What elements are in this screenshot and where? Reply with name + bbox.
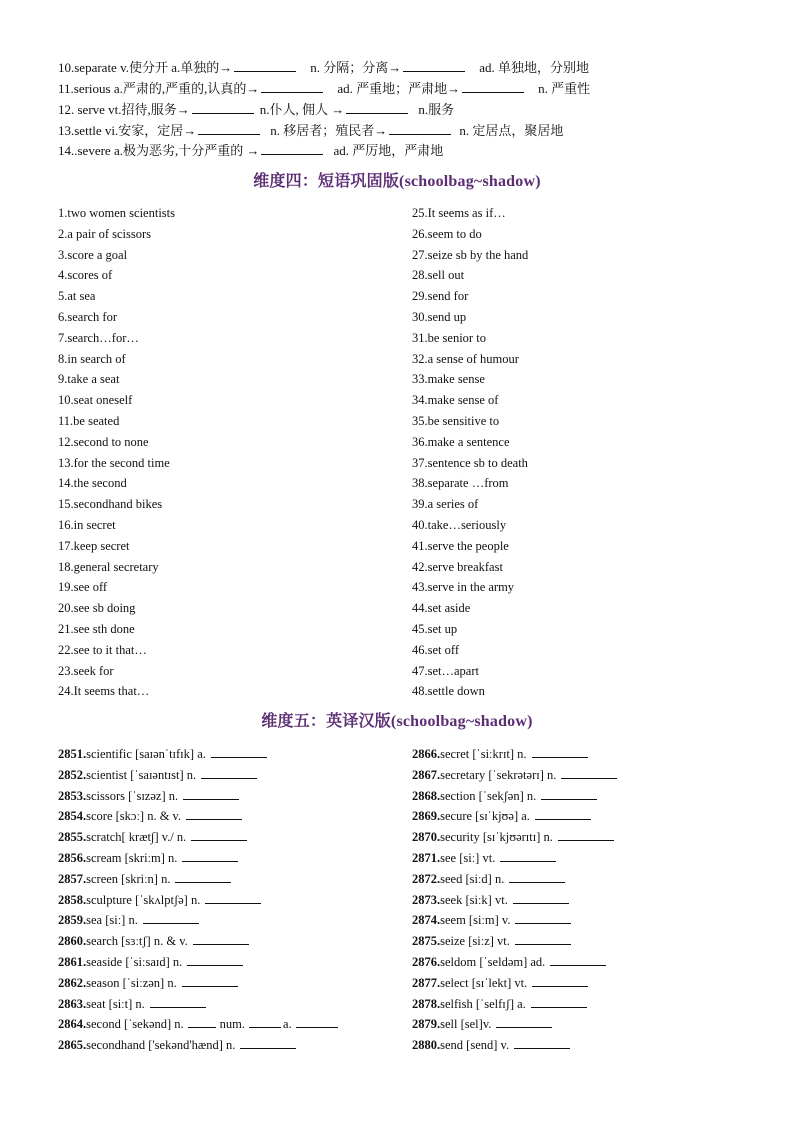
vocab-item: [412, 827, 762, 848]
phrase-item: 36.make a sentence: [412, 434, 510, 449]
phrase-item: 46.set off: [412, 642, 459, 657]
vocab-item: [58, 1035, 408, 1056]
answer-blank[interactable]: [261, 143, 323, 155]
answer-blank[interactable]: [198, 123, 260, 135]
answer-blank[interactable]: [192, 102, 254, 114]
vocab-item: [412, 910, 762, 931]
vocab-word: see [siː] vt.: [440, 850, 496, 865]
answer-blank[interactable]: [541, 788, 597, 800]
vocab-word: sculpture [ˈskʌlptʃə] n.: [86, 892, 201, 907]
phrase-item: 34.make sense of: [412, 393, 499, 408]
phrase-item: 37.sentence sb to death: [412, 455, 528, 470]
derivation-form: n. 分隔；分离→: [310, 60, 402, 75]
vocab-item: [412, 890, 762, 911]
vocab-number: 2869.: [412, 809, 441, 824]
phrase-item: 35.be sensitive to: [412, 413, 500, 428]
vocab-number: 2855.: [58, 830, 87, 845]
vocab-number: 2851.: [58, 747, 87, 761]
derivation-form: ad. 严厉地，严肃地: [333, 143, 444, 158]
phrase-item: 5.at sea: [58, 289, 96, 304]
answer-blank[interactable]: [150, 996, 206, 1008]
derivation-line-12: [58, 101, 748, 119]
phrase-item: 1.two women scientists: [58, 206, 176, 220]
vocab-word: seek [siːk] vt.: [440, 892, 508, 907]
vocab-item: [58, 910, 408, 931]
vocab-number: 2874.: [412, 913, 441, 928]
phrase-item: 9.take a seat: [58, 372, 120, 387]
answer-blank[interactable]: [183, 788, 239, 800]
answer-blank[interactable]: [187, 954, 243, 966]
answer-blank[interactable]: [513, 892, 569, 904]
answer-blank[interactable]: [500, 850, 556, 862]
vocab-item: [58, 931, 408, 952]
vocab-number: 2876.: [412, 954, 441, 969]
vocab-number: 2862.: [58, 975, 87, 990]
phrase-item: 4.scores of: [58, 268, 113, 283]
vocab-item: [58, 994, 408, 1015]
phrase-item: 27.seize sb by the hand: [412, 247, 529, 262]
vocab-word: send [send] v.: [440, 1038, 510, 1053]
phrase-item: 21.see sth done: [58, 621, 135, 636]
phrase-item: 8.in search of: [58, 351, 126, 366]
phrase-item: 20.see sb doing: [58, 601, 136, 616]
answer-blank[interactable]: [261, 81, 323, 93]
derivation-line-13: [58, 122, 748, 140]
answer-blank[interactable]: [532, 746, 588, 758]
vocab-item: [58, 806, 408, 827]
vocab-number: 2867.: [412, 767, 441, 782]
answer-blank[interactable]: [531, 996, 587, 1008]
answer-blank[interactable]: [389, 123, 451, 135]
vocab-word: security [sɪˈkjʊərɪtɪ] n.: [440, 830, 553, 845]
phrase-item: 30.send up: [412, 309, 467, 324]
vocab-number: 2870.: [412, 830, 441, 845]
answer-blank[interactable]: [296, 1016, 338, 1028]
vocab-word: score [skɔː] n. & v.: [86, 809, 182, 824]
answer-blank[interactable]: [561, 767, 617, 779]
vocab-item: [58, 1014, 408, 1035]
vocab-number: 2880.: [412, 1038, 441, 1053]
answer-blank[interactable]: [193, 933, 249, 945]
derivation-form: n. 定居点，聚居地: [459, 123, 564, 138]
phrase-item: 3.score a goal: [58, 247, 128, 262]
derivation-form: ad. 严重地；严肃地→: [337, 81, 461, 96]
vocab-pos: num.: [219, 1017, 246, 1032]
vocab-item: [412, 848, 762, 869]
phrase-item: 23.seek for: [58, 663, 114, 678]
vocab-item: [412, 931, 762, 952]
answer-blank[interactable]: [143, 912, 199, 924]
derivation-word: 10.separate v.使分开 a.单独的→: [58, 60, 233, 75]
vocab-word: selfish [ˈselfɪʃ] a.: [440, 996, 526, 1011]
vocab-item: [412, 806, 762, 827]
derivation-word: 12. serve vt.招待,服务→: [58, 102, 190, 117]
phrase-item: 15.secondhand bikes: [58, 497, 163, 512]
answer-blank[interactable]: [509, 871, 565, 883]
answer-blank[interactable]: [240, 1037, 296, 1049]
phrase-item: 32.a sense of humour: [412, 351, 519, 366]
phrase-item: 40.take…seriously: [412, 517, 507, 532]
answer-blank[interactable]: [535, 808, 591, 820]
vocab-word: scratch[ kræt∫] v./ n.: [86, 830, 187, 845]
answer-blank[interactable]: [205, 892, 261, 904]
vocab-number: 2859.: [58, 913, 87, 928]
phrase-item: 48.settle down: [412, 684, 485, 699]
phrase-item: 24.It seems that…: [58, 684, 150, 699]
vocab-word: seize [siːz] vt.: [440, 934, 510, 949]
section4-title: 维度四：短语巩固版(schoolbag~shadow): [253, 173, 541, 190]
phrase-item: 16.in secret: [58, 517, 116, 532]
vocab-item: [412, 994, 762, 1015]
phrase-item: 12.second to none: [58, 434, 149, 449]
vocab-word: season [ˈsiːzən] n.: [86, 975, 177, 990]
phrase-item: 45.set up: [412, 621, 458, 636]
vocab-item: [412, 765, 762, 786]
vocab-item: [58, 890, 408, 911]
vocab-number: 2856.: [58, 850, 87, 865]
vocab-list-right: [412, 744, 762, 1056]
answer-blank[interactable]: [182, 850, 238, 862]
vocab-item: [58, 973, 408, 994]
vocab-number: 2877.: [412, 975, 441, 990]
phrase-item: 39.a series of: [412, 497, 479, 512]
vocab-item: [412, 973, 762, 994]
vocab-item: [412, 952, 762, 973]
phrase-item: 38.separate …from: [412, 476, 509, 491]
vocab-pos: a.: [283, 1017, 292, 1032]
phrase-item: 44.set aside: [412, 601, 471, 616]
phrase-item: 2.a pair of scissors: [58, 226, 152, 241]
vocab-number: 2875.: [412, 934, 441, 949]
phrase-item: 22.see to it that…: [58, 642, 147, 657]
vocab-word: seed [siːd] n.: [440, 871, 505, 886]
vocab-word: secondhand ['sekənd'hænd] n.: [86, 1038, 236, 1053]
phrase-item: 13.for the second time: [58, 455, 170, 470]
vocab-list-left: [58, 744, 408, 1056]
vocab-word: secret [ˈsiːkrɪt] n.: [440, 747, 527, 761]
derivation-line-11: [58, 80, 748, 98]
vocab-word: search [sɜːtʃ] n. & v.: [86, 934, 188, 949]
vocab-number: 2861.: [58, 954, 87, 969]
phrase-item: 18.general secretary: [58, 559, 159, 574]
answer-blank[interactable]: [186, 808, 242, 820]
phrase-item: 42.serve breakfast: [412, 559, 503, 574]
phrase-item: 26.seem to do: [412, 226, 482, 241]
vocab-word: scientific [saɪənˈtɪfɪk] a.: [86, 747, 206, 761]
vocab-number: 2878.: [412, 996, 441, 1011]
vocab-word: screen [skriːn] n.: [86, 871, 171, 886]
phrase-item: 11.be seated: [58, 413, 120, 428]
vocab-word: secretary [ˈsekrətərɪ] n.: [440, 767, 557, 782]
answer-blank[interactable]: [514, 1037, 570, 1049]
vocab-item: [412, 869, 762, 890]
vocab-number: 2873.: [412, 892, 441, 907]
phrase-item: 25.It seems as if…: [412, 206, 506, 220]
vocab-number: 2854.: [58, 809, 87, 824]
vocab-item: [58, 827, 408, 848]
vocab-word: second [ˈsekənd] n.: [86, 1017, 184, 1032]
answer-blank[interactable]: [191, 829, 247, 841]
phrase-item: 33.make sense: [412, 372, 485, 387]
derivation-word: 14..severe a.极为恶劣,十分严重的 →: [58, 143, 260, 158]
phrase-item: 41.serve the people: [412, 538, 509, 553]
vocab-number: 2853.: [58, 788, 87, 803]
phrase-item: 28.sell out: [412, 268, 465, 283]
vocab-word: section [ˈsekʃən] n.: [440, 788, 537, 803]
vocab-number: 2872.: [412, 871, 441, 886]
vocab-number: 2871.: [412, 850, 441, 865]
derivation-form: n. 严重性: [538, 81, 591, 96]
vocab-word: seem [siːm] v.: [440, 913, 511, 928]
vocab-item: [412, 1035, 762, 1056]
phrase-item: 17.keep secret: [58, 538, 130, 553]
answer-blank[interactable]: [188, 1016, 216, 1028]
phrase-item: 29.send for: [412, 289, 469, 304]
derivation-word: 11.serious a.严肃的,严重的,认真的→: [58, 81, 260, 96]
answer-blank[interactable]: [462, 81, 524, 93]
answer-blank[interactable]: [496, 1016, 552, 1028]
vocab-word: scream [skriːm] n.: [86, 850, 178, 865]
derivation-form: n.仆人, 佣人 →: [259, 102, 345, 117]
vocab-number: 2852.: [58, 767, 87, 782]
derivation-form: n.服务: [418, 102, 455, 117]
vocab-item: [412, 1014, 762, 1035]
answer-blank[interactable]: [182, 975, 238, 987]
answer-blank[interactable]: [346, 102, 408, 114]
answer-blank[interactable]: [403, 60, 465, 72]
vocab-word: seaside [ˈsiːsaɪd] n.: [86, 954, 183, 969]
vocab-word: seat [siːt] n.: [86, 996, 145, 1011]
answer-blank[interactable]: [211, 746, 267, 758]
vocab-number: 2857.: [58, 871, 87, 886]
vocab-item: [58, 848, 408, 869]
vocab-word: select [sɪˈlekt] vt.: [440, 975, 528, 990]
answer-blank[interactable]: [201, 767, 257, 779]
vocab-number: 2858.: [58, 892, 87, 907]
phrase-item: 47.set…apart: [412, 663, 479, 678]
vocab-item: [58, 765, 408, 786]
vocab-number: 2863.: [58, 996, 87, 1011]
answer-blank[interactable]: [550, 954, 606, 966]
derivation-form: n. 移居者；殖民者→: [270, 123, 388, 138]
answer-blank[interactable]: [515, 912, 571, 924]
answer-blank[interactable]: [234, 60, 296, 72]
vocab-word: scissors [ˈsɪzəz] n.: [86, 788, 179, 803]
vocab-item: [58, 744, 408, 765]
answer-blank[interactable]: [175, 871, 231, 883]
vocab-number: 2864.: [58, 1017, 87, 1032]
phrase-list-right: [412, 203, 742, 702]
answer-blank[interactable]: [249, 1016, 281, 1028]
derivation-line-10: [58, 59, 748, 77]
answer-blank[interactable]: [558, 829, 614, 841]
vocab-word: seldom [ˈseldəm] ad.: [440, 954, 546, 969]
vocab-item: [412, 786, 762, 807]
vocab-item: [58, 952, 408, 973]
vocab-word: sea [siː] n.: [86, 913, 138, 928]
phrase-list-left: [58, 203, 388, 702]
answer-blank[interactable]: [532, 975, 588, 987]
phrase-item: 14.the second: [58, 476, 127, 491]
vocab-word: sell [sel]v.: [440, 1017, 492, 1032]
vocab-number: 2868.: [412, 788, 441, 803]
answer-blank[interactable]: [515, 933, 571, 945]
vocab-number: 2866.: [412, 747, 441, 761]
vocab-word: secure [sɪˈkjʊə] a.: [440, 809, 530, 824]
vocab-word: scientist [ˈsaɪəntɪst] n.: [86, 767, 197, 782]
section5-title: 维度五：英译汉版(schoolbag~shadow): [261, 713, 533, 730]
derivation-word: 13.settle vi.安家，定居→: [58, 123, 197, 138]
phrase-item: 10.seat oneself: [58, 393, 133, 408]
derivation-line-14: [58, 142, 748, 160]
phrase-item: 19.see off: [58, 580, 108, 595]
phrase-item: 31.be senior to: [412, 330, 486, 345]
derivation-form: ad. 单独地，分别地: [479, 60, 590, 75]
vocab-number: 2860.: [58, 934, 87, 949]
vocab-item: [58, 786, 408, 807]
vocab-item: [412, 744, 762, 765]
vocab-item: [58, 869, 408, 890]
phrase-item: 6.search for: [58, 309, 117, 324]
vocab-number: 2879.: [412, 1017, 441, 1032]
vocab-number: 2865.: [58, 1038, 87, 1053]
phrase-item: 43.serve in the army: [412, 580, 515, 595]
phrase-item: 7.search…for…: [58, 330, 139, 345]
